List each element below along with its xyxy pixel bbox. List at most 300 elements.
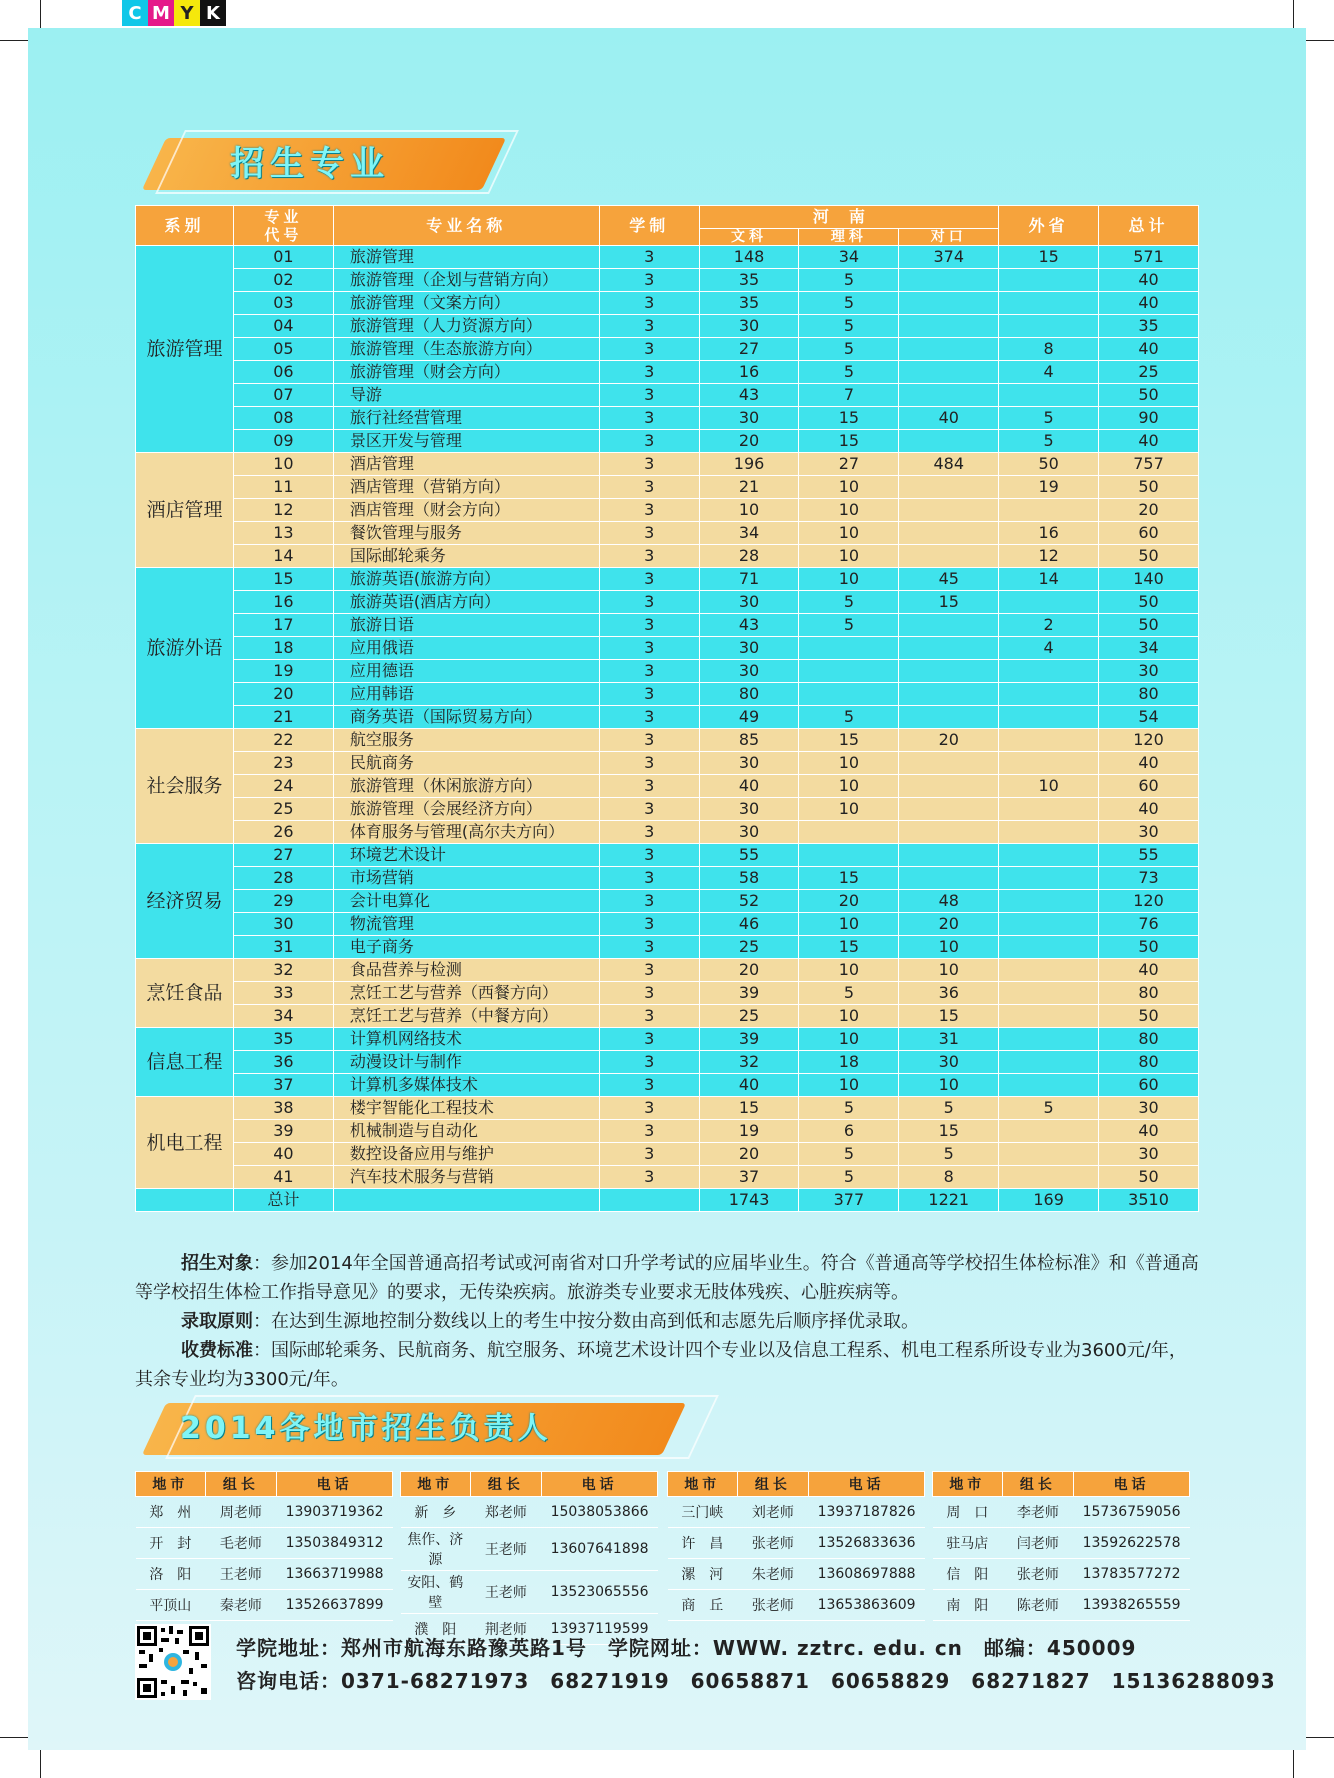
phone-cell[interactable]: 13783577272 <box>1074 1559 1190 1590</box>
table-row <box>136 1097 1199 1120</box>
like-cell: 5 <box>799 292 899 315</box>
footer-phones: 咨询电话：0371-68271973 68271919 60658871 60658829 68271827 15136288093 <box>236 1669 1276 1693</box>
duikou-cell <box>899 315 999 338</box>
table-row <box>136 246 1199 269</box>
years-cell: 3 <box>599 1166 699 1189</box>
code-cell: 13 <box>233 522 333 545</box>
name-cell: 动漫设计与制作 <box>333 1051 599 1074</box>
code-cell: 36 <box>233 1051 333 1074</box>
dept-cell: 经济贸易 <box>136 844 234 959</box>
total-cell: 757 <box>1099 453 1199 476</box>
city-cell: 周 口 <box>933 1497 1003 1528</box>
waisheng-cell <box>999 936 1099 959</box>
duikou-cell: 484 <box>899 453 999 476</box>
code-cell: 41 <box>233 1166 333 1189</box>
like-cell: 15 <box>799 867 899 890</box>
majors-table <box>135 205 1199 1212</box>
table-row <box>136 729 1199 752</box>
like-cell: 5 <box>799 614 899 637</box>
code-cell: 18 <box>233 637 333 660</box>
city-cell: 许 昌 <box>668 1528 738 1559</box>
name-cell: 民航商务 <box>333 752 599 775</box>
cmyk-y: Y <box>174 0 200 26</box>
crop-mark <box>1293 1750 1294 1778</box>
years-cell: 3 <box>599 752 699 775</box>
name-cell: 烹饪工艺与营养（中餐方向） <box>333 1005 599 1028</box>
total-cell: 80 <box>1099 1028 1199 1051</box>
city-cell: 驻马店 <box>933 1528 1003 1559</box>
code-cell: 17 <box>233 614 333 637</box>
total-cell: 80 <box>1099 1051 1199 1074</box>
phone-cell[interactable]: 13526833636 <box>809 1528 925 1559</box>
code-cell: 08 <box>233 407 333 430</box>
table-row <box>136 798 1199 821</box>
table-row <box>136 867 1199 890</box>
duikou-cell <box>899 476 999 499</box>
totals-duikou: 1221 <box>899 1189 999 1212</box>
like-cell <box>799 844 899 867</box>
code-cell: 06 <box>233 361 333 384</box>
header-duikou: 对口 <box>899 229 999 246</box>
wenke-cell: 27 <box>699 338 799 361</box>
years-cell: 3 <box>599 269 699 292</box>
total-cell: 40 <box>1099 338 1199 361</box>
phone-cell[interactable]: 13607641898 <box>542 1528 658 1571</box>
like-cell: 5 <box>799 706 899 729</box>
total-cell: 120 <box>1099 729 1199 752</box>
code-cell: 12 <box>233 499 333 522</box>
table-row <box>136 637 1199 660</box>
waisheng-cell <box>999 821 1099 844</box>
like-cell <box>799 637 899 660</box>
leader-header: 组长 <box>1002 1472 1074 1497</box>
table-row <box>136 844 1199 867</box>
wenke-cell: 30 <box>699 821 799 844</box>
name-cell: 汽车技术服务与营销 <box>333 1166 599 1189</box>
total-cell: 80 <box>1099 683 1199 706</box>
table-row <box>136 476 1199 499</box>
phone-cell[interactable]: 15736759056 <box>1074 1497 1190 1528</box>
contacts-row <box>401 1528 658 1571</box>
name-cell: 旅游管理（财会方向） <box>333 361 599 384</box>
table-row <box>136 890 1199 913</box>
totals-blank <box>599 1189 699 1212</box>
note-target <box>135 1249 1199 1307</box>
leader-cell: 毛老师 <box>205 1528 277 1559</box>
duikou-cell <box>899 361 999 384</box>
phone-cell[interactable]: 13503849312 <box>277 1528 393 1559</box>
table-row <box>136 1120 1199 1143</box>
contacts-table <box>135 1471 393 1621</box>
phone-cell[interactable]: 13608697888 <box>809 1559 925 1590</box>
code-cell: 01 <box>233 246 333 269</box>
city-cell: 安阳、鹤壁 <box>401 1571 471 1614</box>
duikou-cell <box>899 384 999 407</box>
phone-cell[interactable]: 15038053866 <box>542 1497 658 1528</box>
like-cell: 10 <box>799 499 899 522</box>
code-cell: 30 <box>233 913 333 936</box>
years-cell: 3 <box>599 729 699 752</box>
table-row <box>136 269 1199 292</box>
wenke-cell: 39 <box>699 1028 799 1051</box>
total-cell: 35 <box>1099 315 1199 338</box>
years-cell: 3 <box>599 430 699 453</box>
like-cell: 10 <box>799 913 899 936</box>
wenke-cell: 46 <box>699 913 799 936</box>
wenke-cell: 15 <box>699 1097 799 1120</box>
wenke-cell: 85 <box>699 729 799 752</box>
header-waisheng: 外省 <box>999 206 1099 246</box>
leader-header: 组长 <box>205 1472 277 1497</box>
years-cell: 3 <box>599 545 699 568</box>
waisheng-cell <box>999 315 1099 338</box>
code-cell: 10 <box>233 453 333 476</box>
phone-cell[interactable]: 13938265559 <box>1074 1590 1190 1621</box>
total-cell: 30 <box>1099 1097 1199 1120</box>
like-cell <box>799 821 899 844</box>
totals-row <box>136 1189 1199 1212</box>
years-cell: 3 <box>599 1120 699 1143</box>
duikou-cell: 374 <box>899 246 999 269</box>
name-cell: 体育服务与管理(高尔夫方向） <box>333 821 599 844</box>
waisheng-cell: 12 <box>999 545 1099 568</box>
wenke-cell: 16 <box>699 361 799 384</box>
name-cell: 应用俄语 <box>333 637 599 660</box>
total-cell: 40 <box>1099 798 1199 821</box>
waisheng-cell <box>999 959 1099 982</box>
name-cell: 景区开发与管理 <box>333 430 599 453</box>
years-cell: 3 <box>599 384 699 407</box>
wenke-cell: 25 <box>699 1005 799 1028</box>
duikou-cell: 5 <box>899 1143 999 1166</box>
duikou-cell <box>899 522 999 545</box>
total-cell: 50 <box>1099 614 1199 637</box>
duikou-cell <box>899 430 999 453</box>
code-cell: 05 <box>233 338 333 361</box>
code-cell: 21 <box>233 706 333 729</box>
leader-cell: 王老师 <box>470 1528 542 1571</box>
wenke-cell: 19 <box>699 1120 799 1143</box>
years-cell: 3 <box>599 591 699 614</box>
wenke-cell: 21 <box>699 476 799 499</box>
waisheng-cell: 50 <box>999 453 1099 476</box>
like-cell: 15 <box>799 430 899 453</box>
total-cell: 50 <box>1099 591 1199 614</box>
like-cell: 15 <box>799 936 899 959</box>
like-cell <box>799 683 899 706</box>
wenke-cell: 37 <box>699 1166 799 1189</box>
contacts-row <box>668 1559 925 1590</box>
contacts-row <box>401 1497 658 1528</box>
wenke-cell: 30 <box>699 591 799 614</box>
totals-total: 3510 <box>1099 1189 1199 1212</box>
phone-cell[interactable]: 13663719988 <box>277 1559 393 1590</box>
header-code <box>233 206 333 246</box>
phone-cell[interactable]: 13526637899 <box>277 1590 393 1621</box>
wenke-cell: 58 <box>699 867 799 890</box>
total-cell: 40 <box>1099 269 1199 292</box>
contacts-header-row <box>668 1472 925 1497</box>
waisheng-cell <box>999 890 1099 913</box>
waisheng-cell: 16 <box>999 522 1099 545</box>
duikou-cell: 45 <box>899 568 999 591</box>
years-cell: 3 <box>599 522 699 545</box>
like-cell: 5 <box>799 361 899 384</box>
name-cell: 应用德语 <box>333 660 599 683</box>
name-cell: 餐饮管理与服务 <box>333 522 599 545</box>
like-cell: 20 <box>799 890 899 913</box>
table-row <box>136 315 1199 338</box>
name-cell: 楼宇智能化工程技术 <box>333 1097 599 1120</box>
code-cell: 19 <box>233 660 333 683</box>
leader-cell: 王老师 <box>470 1571 542 1614</box>
note-admission-text: ：在达到生源地控制分数线以上的考生中按分数由高到低和志愿先后顺序择优录取。 <box>253 1311 919 1332</box>
code-cell: 15 <box>233 568 333 591</box>
like-cell: 27 <box>799 453 899 476</box>
header-years: 学制 <box>599 206 699 246</box>
name-cell: 计算机多媒体技术 <box>333 1074 599 1097</box>
total-cell: 140 <box>1099 568 1199 591</box>
name-cell: 物流管理 <box>333 913 599 936</box>
note-admission-label: 录取原则 <box>181 1311 253 1332</box>
leader-cell: 王老师 <box>205 1559 277 1590</box>
like-cell: 5 <box>799 982 899 1005</box>
code-cell: 27 <box>233 844 333 867</box>
years-cell: 3 <box>599 614 699 637</box>
waisheng-cell <box>999 1005 1099 1028</box>
like-cell: 10 <box>799 522 899 545</box>
leader-cell: 秦老师 <box>205 1590 277 1621</box>
wenke-cell: 80 <box>699 683 799 706</box>
phone-cell[interactable]: 13592622578 <box>1074 1528 1190 1559</box>
like-cell: 10 <box>799 1074 899 1097</box>
code-cell: 02 <box>233 269 333 292</box>
totals-label: 总计 <box>233 1189 333 1212</box>
table-row <box>136 706 1199 729</box>
code-cell: 31 <box>233 936 333 959</box>
waisheng-cell: 14 <box>999 568 1099 591</box>
totals-waisheng: 169 <box>999 1189 1099 1212</box>
code-cell: 22 <box>233 729 333 752</box>
duikou-cell <box>899 499 999 522</box>
waisheng-cell <box>999 752 1099 775</box>
code-cell: 23 <box>233 752 333 775</box>
header-code-label: 专业代号 <box>264 207 303 244</box>
contacts-table <box>667 1471 925 1621</box>
years-cell: 3 <box>599 660 699 683</box>
waisheng-cell <box>999 729 1099 752</box>
wenke-cell: 43 <box>699 384 799 407</box>
table-row <box>136 499 1199 522</box>
years-cell: 3 <box>599 1028 699 1051</box>
years-cell: 3 <box>599 706 699 729</box>
name-cell: 航空服务 <box>333 729 599 752</box>
duikou-cell: 30 <box>899 1051 999 1074</box>
years-cell: 3 <box>599 1143 699 1166</box>
city-cell: 南 阳 <box>933 1590 1003 1621</box>
wenke-cell: 30 <box>699 660 799 683</box>
duikou-cell <box>899 867 999 890</box>
section-banner-majors <box>140 138 520 190</box>
name-cell: 导游 <box>333 384 599 407</box>
table-row <box>136 614 1199 637</box>
cmyk-m: M <box>148 0 174 26</box>
years-cell: 3 <box>599 798 699 821</box>
city-cell: 三门峡 <box>668 1497 738 1528</box>
note-fee <box>135 1336 1199 1394</box>
total-cell: 50 <box>1099 1166 1199 1189</box>
like-cell: 34 <box>799 246 899 269</box>
waisheng-cell: 8 <box>999 338 1099 361</box>
city-header: 地市 <box>401 1472 471 1497</box>
phone-cell[interactable]: 13903719362 <box>277 1497 393 1528</box>
duikou-cell: 20 <box>899 729 999 752</box>
duikou-cell: 31 <box>899 1028 999 1051</box>
leader-cell: 朱老师 <box>737 1559 809 1590</box>
table-row <box>136 591 1199 614</box>
waisheng-cell <box>999 706 1099 729</box>
leader-header: 组长 <box>470 1472 542 1497</box>
code-cell: 11 <box>233 476 333 499</box>
duikou-cell <box>899 545 999 568</box>
waisheng-cell: 5 <box>999 407 1099 430</box>
city-cell: 洛 阳 <box>136 1559 206 1590</box>
crop-mark <box>0 40 28 41</box>
duikou-cell: 8 <box>899 1166 999 1189</box>
note-target-label: 招生对象 <box>181 1253 253 1274</box>
total-cell: 40 <box>1099 292 1199 315</box>
like-cell: 10 <box>799 798 899 821</box>
duikou-cell: 15 <box>899 1120 999 1143</box>
city-cell: 开 封 <box>136 1528 206 1559</box>
name-cell: 烹饪工艺与营养（西餐方向） <box>333 982 599 1005</box>
total-cell: 55 <box>1099 844 1199 867</box>
code-cell: 04 <box>233 315 333 338</box>
table-row <box>136 959 1199 982</box>
code-cell: 39 <box>233 1120 333 1143</box>
duikou-cell <box>899 821 999 844</box>
waisheng-cell <box>999 1051 1099 1074</box>
years-cell: 3 <box>599 338 699 361</box>
dept-cell: 机电工程 <box>136 1097 234 1189</box>
name-cell: 旅游管理（企划与营销方向） <box>333 269 599 292</box>
code-cell: 09 <box>233 430 333 453</box>
contacts-row <box>401 1571 658 1614</box>
duikou-cell <box>899 706 999 729</box>
years-cell: 3 <box>599 637 699 660</box>
waisheng-cell: 2 <box>999 614 1099 637</box>
phone-cell[interactable]: 13523065556 <box>542 1571 658 1614</box>
waisheng-cell: 4 <box>999 637 1099 660</box>
table-row <box>136 683 1199 706</box>
total-cell: 50 <box>1099 936 1199 959</box>
dept-cell: 烹饪食品 <box>136 959 234 1028</box>
like-cell: 5 <box>799 338 899 361</box>
name-cell: 旅游管理 <box>333 246 599 269</box>
city-cell: 信 阳 <box>933 1559 1003 1590</box>
city-cell: 平顶山 <box>136 1590 206 1621</box>
table-row <box>136 936 1199 959</box>
phone-cell[interactable]: 13937187826 <box>809 1497 925 1528</box>
leader-cell: 闫老师 <box>1002 1528 1074 1559</box>
table-row <box>136 1074 1199 1097</box>
like-cell: 10 <box>799 752 899 775</box>
qr-code[interactable] <box>135 1624 211 1700</box>
wenke-cell: 55 <box>699 844 799 867</box>
duikou-cell <box>899 637 999 660</box>
name-cell: 国际邮轮乘务 <box>333 545 599 568</box>
total-cell: 80 <box>1099 982 1199 1005</box>
contacts-row <box>136 1497 393 1528</box>
waisheng-cell <box>999 798 1099 821</box>
contacts-row <box>933 1590 1190 1621</box>
wenke-cell: 52 <box>699 890 799 913</box>
totals-wenke: 1743 <box>699 1189 799 1212</box>
totals-blank <box>136 1189 234 1212</box>
name-cell: 旅游管理（会展经济方向） <box>333 798 599 821</box>
city-header: 地市 <box>933 1472 1003 1497</box>
phone-cell[interactable]: 13653863609 <box>809 1590 925 1621</box>
like-cell: 5 <box>799 1166 899 1189</box>
note-fee-label: 收费标准 <box>181 1340 253 1361</box>
admission-notes <box>135 1249 1199 1394</box>
waisheng-cell <box>999 1143 1099 1166</box>
years-cell: 3 <box>599 913 699 936</box>
waisheng-cell <box>999 844 1099 867</box>
dept-cell: 旅游外语 <box>136 568 234 729</box>
like-cell: 5 <box>799 1143 899 1166</box>
years-cell: 3 <box>599 959 699 982</box>
city-cell: 焦作、济源 <box>401 1528 471 1571</box>
duikou-cell: 40 <box>899 407 999 430</box>
cmyk-color-bar <box>122 0 226 26</box>
contacts-table <box>932 1471 1190 1621</box>
contacts-row <box>933 1497 1190 1528</box>
note-fee-text: ：国际邮轮乘务、民航商务、航空服务、环境艺术设计四个专业以及信息工程系、机电工程系所设专业为3600元/年，其余专业均为3300元/年。 <box>135 1340 1187 1390</box>
phone-cell[interactable]: 13937119599 <box>542 1614 658 1645</box>
waisheng-cell: 4 <box>999 361 1099 384</box>
leader-cell: 荆老师 <box>470 1614 542 1645</box>
code-cell: 25 <box>233 798 333 821</box>
like-cell <box>799 660 899 683</box>
duikou-cell: 36 <box>899 982 999 1005</box>
name-cell: 酒店管理（营销方向） <box>333 476 599 499</box>
name-cell: 酒店管理（财会方向） <box>333 499 599 522</box>
wenke-cell: 40 <box>699 775 799 798</box>
wenke-cell: 30 <box>699 798 799 821</box>
code-cell: 38 <box>233 1097 333 1120</box>
name-cell: 旅游英语(酒店方向） <box>333 591 599 614</box>
total-cell: 30 <box>1099 660 1199 683</box>
total-cell: 25 <box>1099 361 1199 384</box>
totals-like: 377 <box>799 1189 899 1212</box>
wenke-cell: 35 <box>699 269 799 292</box>
waisheng-cell <box>999 499 1099 522</box>
total-cell: 120 <box>1099 890 1199 913</box>
table-row <box>136 1166 1199 1189</box>
years-cell: 3 <box>599 844 699 867</box>
like-cell: 10 <box>799 1005 899 1028</box>
table-row <box>136 775 1199 798</box>
waisheng-cell <box>999 292 1099 315</box>
leader-cell: 张老师 <box>737 1528 809 1559</box>
duikou-cell <box>899 752 999 775</box>
table-row <box>136 1028 1199 1051</box>
waisheng-cell: 5 <box>999 430 1099 453</box>
contacts-row <box>933 1528 1190 1559</box>
waisheng-cell <box>999 1166 1099 1189</box>
contacts-row <box>933 1559 1190 1590</box>
